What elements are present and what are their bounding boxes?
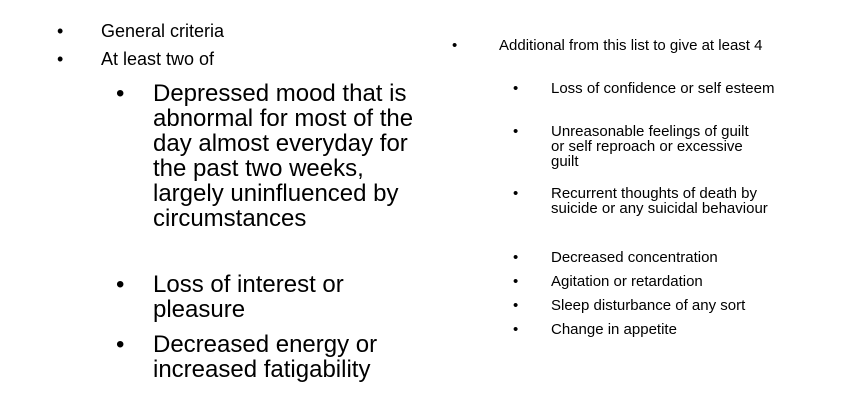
bullet-icon: • (513, 123, 519, 140)
list-item-text: Recurrent thoughts of death by suicide or any suicidal behaviour (551, 185, 768, 217)
bullet-icon: • (57, 21, 64, 41)
bullet-icon: • (116, 271, 125, 298)
bullet-icon: • (57, 49, 64, 69)
list-item-text: Unreasonable feelings of guilt or self reproach or excessive guilt (551, 123, 749, 170)
list-item-text: Additional from this list to give at least 4 (499, 37, 763, 54)
list-item-text: Loss of confidence or self esteem (551, 80, 775, 97)
bullet-icon: • (513, 273, 519, 290)
bullet-icon: • (513, 249, 519, 266)
list-item-text: At least two of (101, 49, 215, 69)
bullet-icon: • (513, 80, 519, 97)
bullet-icon: • (452, 37, 458, 54)
list-item-text: Sleep disturbance of any sort (551, 297, 746, 314)
list-item-text: Agitation or retardation (551, 273, 703, 290)
bullet-icon: • (116, 80, 125, 107)
list-item-text: Decreased energy or increased fatigability (153, 331, 378, 383)
list-item-text: Decreased concentration (551, 249, 718, 266)
list-item-text: General criteria (101, 21, 225, 41)
bullet-icon: • (513, 321, 519, 338)
list-item-text: Depressed mood that is abnormal for most of the day almost everyday for the past two weeks, largely uninfluenced by circumstances (153, 80, 414, 232)
bullet-icon: • (513, 297, 519, 314)
bullet-icon: • (116, 331, 125, 358)
bullet-icon: • (513, 185, 519, 202)
list-item-text: Loss of interest or pleasure (153, 271, 344, 323)
list-item-text: Change in appetite (551, 321, 677, 338)
